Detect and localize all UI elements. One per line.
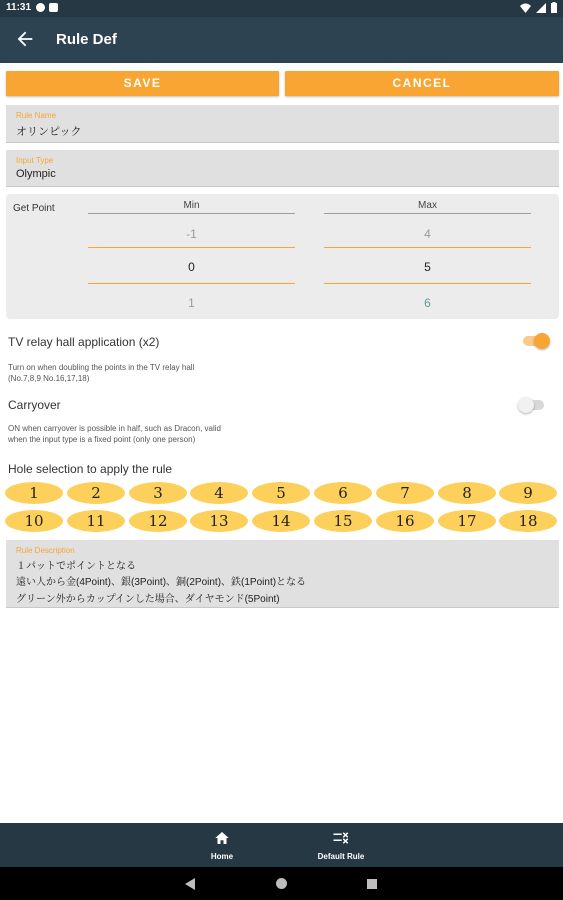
min-next-value[interactable]: 1 [188, 296, 195, 310]
picker-selection-line [88, 283, 295, 284]
input-type-value[interactable]: Olympic [16, 168, 56, 180]
hole-button-11[interactable]: 11 [67, 510, 125, 532]
system-navigation-bar [0, 867, 563, 900]
max-next-value[interactable]: 6 [424, 296, 431, 310]
hole-button-4[interactable]: 4 [190, 482, 248, 504]
page-title: Rule Def [56, 31, 117, 48]
signal-icon [536, 3, 546, 13]
tv-relay-toggle[interactable] [523, 336, 549, 346]
nav-back-icon[interactable] [185, 878, 196, 890]
status-system-icons [520, 2, 557, 13]
min-selected-value[interactable]: 0 [188, 260, 195, 274]
input-type-field[interactable] [6, 150, 559, 187]
battery-icon [551, 2, 557, 13]
max-picker-header: Max [418, 200, 437, 211]
get-point-panel [6, 194, 559, 319]
status-time: 11:31 [6, 2, 32, 13]
hole-button-17[interactable]: 17 [438, 510, 496, 532]
nav-home-icon[interactable] [276, 878, 287, 889]
carryover-description [8, 423, 298, 445]
hole-button-16[interactable]: 16 [376, 510, 434, 532]
nav-item-default-rule[interactable] [301, 823, 381, 867]
bottom-navigation [0, 823, 563, 867]
hole-selection-title: Hole selection to apply the rule [8, 462, 173, 476]
picker-divider [88, 213, 295, 214]
wifi-icon [520, 3, 531, 13]
hole-button-5[interactable]: 5 [252, 482, 310, 504]
default-rule-icon [332, 829, 350, 847]
min-prev-value[interactable]: -1 [186, 227, 197, 241]
picker-selection-line [324, 283, 531, 284]
notification-icon [36, 3, 45, 12]
picker-selection-line [88, 247, 295, 248]
input-type-label: Input Type [16, 156, 54, 165]
toggle-knob [518, 397, 534, 413]
app-bar [0, 17, 563, 63]
hole-button-14[interactable]: 14 [252, 510, 310, 532]
tv-relay-title: TV relay hall application (x2) [8, 335, 160, 349]
hole-button-10[interactable]: 10 [5, 510, 63, 532]
carryover-desc-line: ON when carryover is possible in half, such as Dracon, valid [8, 424, 221, 433]
rule-description-label: Rule Description [16, 546, 75, 555]
hole-button-6[interactable]: 6 [314, 482, 372, 504]
status-bar [0, 0, 563, 17]
hole-button-2[interactable]: 2 [67, 482, 125, 504]
cancel-button[interactable]: CANCEL [285, 71, 559, 96]
nav-item-home[interactable] [182, 823, 262, 867]
rule-name-field[interactable] [6, 105, 559, 143]
toggle-knob [534, 333, 550, 349]
nav-home-label: Home [210, 852, 234, 861]
rule-name-label: Rule Name [16, 111, 57, 120]
rule-description-field[interactable] [6, 540, 559, 608]
notification-icon [49, 3, 58, 12]
max-selected-value[interactable]: 5 [424, 260, 431, 274]
hole-button-8[interactable]: 8 [438, 482, 496, 504]
picker-selection-line [324, 247, 531, 248]
hole-button-7[interactable]: 7 [376, 482, 434, 504]
hole-button-1[interactable]: 1 [5, 482, 63, 504]
tv-relay-description [8, 362, 298, 384]
max-prev-value[interactable]: 4 [424, 227, 431, 241]
rule-description-line[interactable]: 遠い人から金(4Point)、銀(3Point)、銅(2Point)、鉄(1Point)となる [16, 577, 307, 588]
back-arrow-icon[interactable] [14, 28, 36, 50]
carryover-toggle[interactable] [518, 400, 544, 410]
hole-button-13[interactable]: 13 [190, 510, 248, 532]
picker-divider [324, 213, 531, 214]
nav-default-rule-label: Default Rule [317, 852, 365, 861]
status-notification-icons [36, 3, 58, 12]
hole-button-18[interactable]: 18 [499, 510, 557, 532]
home-icon [213, 829, 231, 847]
carryover-title: Carryover [8, 398, 61, 412]
save-button[interactable]: SAVE [6, 71, 279, 96]
carryover-desc-line: when the input type is a fixed point (only one person) [8, 435, 196, 444]
get-point-label: Get Point [13, 203, 55, 214]
rule-description-line[interactable]: グリーン外からカップインした場合、ダイヤモンド(5Point) [16, 594, 280, 605]
hole-button-3[interactable]: 3 [129, 482, 187, 504]
hole-button-15[interactable]: 15 [314, 510, 372, 532]
hole-button-12[interactable]: 12 [129, 510, 187, 532]
rule-name-value[interactable]: オリンピック [16, 126, 82, 138]
tv-relay-desc-line: Turn on when doubling the points in the TV relay hall [8, 363, 195, 372]
hole-button-9[interactable]: 9 [499, 482, 557, 504]
rule-description-line[interactable]: １パットでポイントとなる [16, 561, 136, 572]
tv-relay-desc-line: (No.7,8,9 No.16,17,18) [8, 374, 90, 383]
min-picker-header: Min [183, 200, 200, 211]
nav-recents-icon[interactable] [367, 879, 377, 889]
